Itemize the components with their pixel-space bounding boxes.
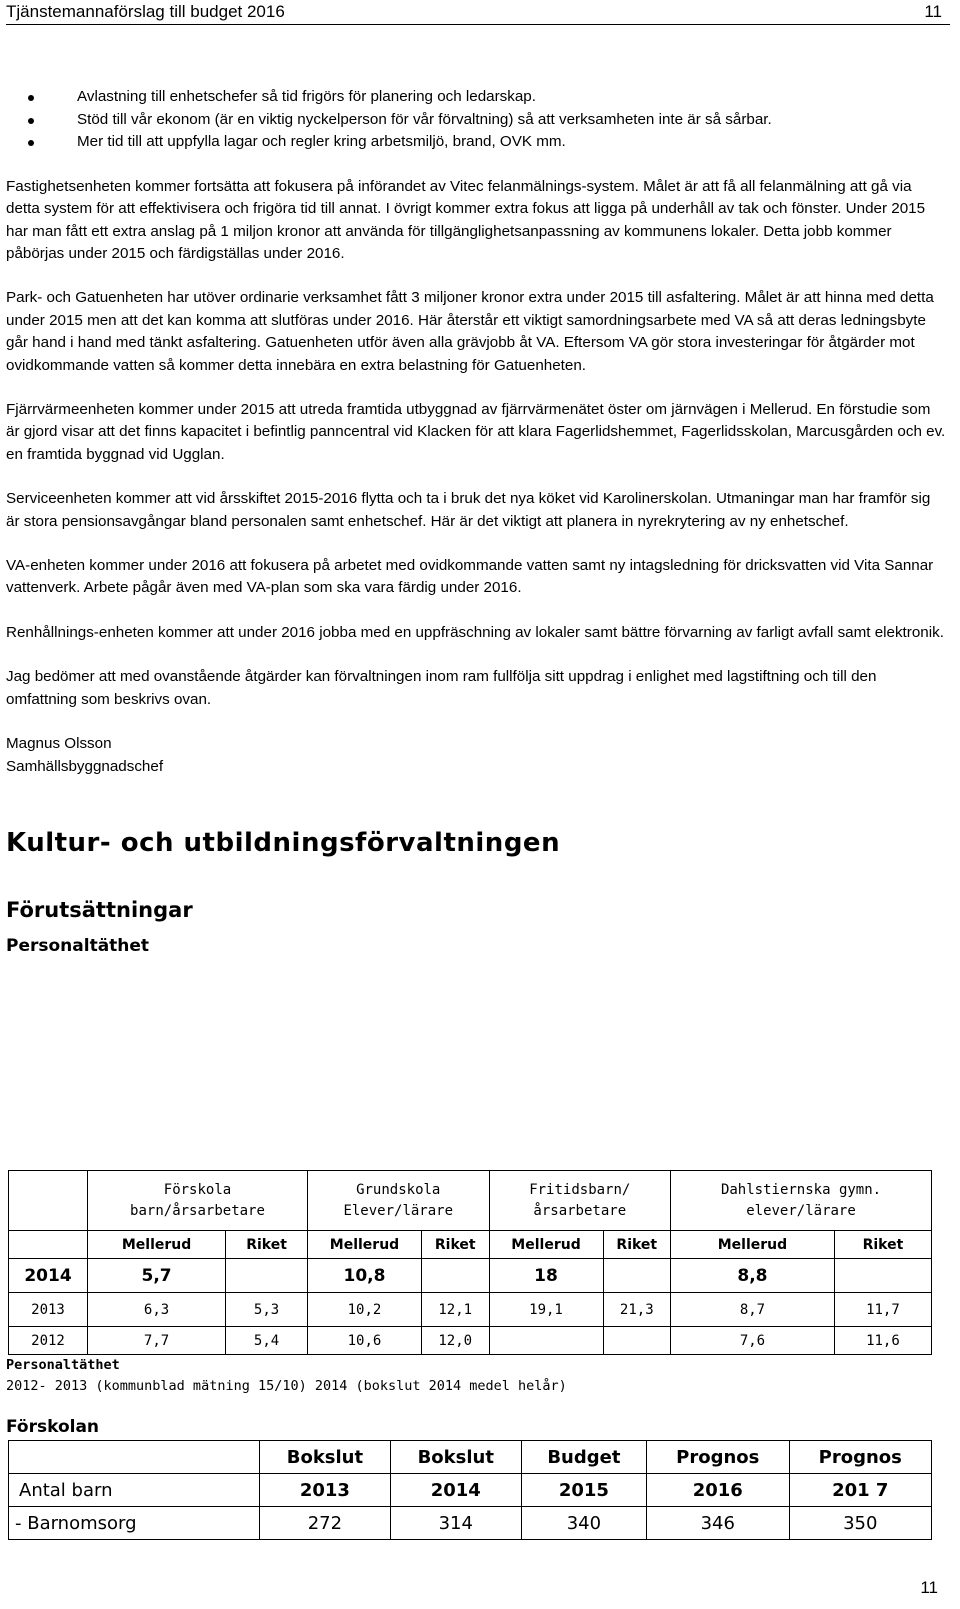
bullet-list <box>6 86 946 154</box>
bullet-icon <box>28 140 34 146</box>
personnel-density-table <box>8 1170 932 1355</box>
table-header-cell: Grundskola Elever/lärare <box>307 1171 489 1231</box>
paragraph-service: Serviceenheten kommer att vid årsskiftet 2015-2016 flytta och ta i bruk det nya köket vid Karolinerskolan. Utmaningar man har framför sig är stora pensionsavgångar bland personalen samt enhetschef. Här är det viktigt att planera in nyrekrytering av ny enhetschef. <box>6 490 931 530</box>
note-text: 2012- 2013 (kommunblad mätning 15/10) 2014 (bokslut 2014 medel helår) <box>6 1378 567 1394</box>
paragraph-park-gata: Park- och Gatuenheten har utöver ordinarie verksamhet fått 3 miljoner kronor extra under 2015 till asfaltering. Målet är att hinna med detta under 2015 men att det kan komma att slutföras under 2016. Här återstår ett viktigt samordningsarbete med VA så att deras ledningsbyte går hand i hand med tänkt asfaltering. Gatuenheten utför även alla grävjobb åt VA. Eftersom VA gör stora investeringar för åtgärder mot ovidkommande vatten så kommer detta innebära en extra belastning för Gatuenheten. <box>6 289 934 374</box>
list-item: Mer tid till att uppfylla lagar och regler kring arbetsmiljö, brand, OVK mm. <box>6 131 946 154</box>
table-subheader: Riket <box>603 1231 671 1259</box>
note-title: Personaltäthet <box>6 1357 120 1373</box>
list-item: Stöd till vår ekonom (är en viktig nyckelperson för vår förvaltning) så att verksamheten inte är så sårbar. <box>6 109 946 132</box>
table-header-cell: Fritidsbarn/ årsarbetare <box>489 1171 671 1231</box>
table-subheader: Riket <box>421 1231 489 1259</box>
list-item: Avlastning till enhetschefer så tid frigörs för planering och ledarskap. <box>6 86 946 109</box>
table-row: 2014 5,7 10,8 18 8,8 <box>9 1259 932 1293</box>
signature-name: Magnus Olsson <box>6 735 112 753</box>
personal-title: Personaltäthet <box>6 936 150 957</box>
bullet-icon <box>28 95 34 101</box>
table-subheader: Mellerud <box>489 1231 603 1259</box>
paragraph-va: VA-enheten kommer under 2016 att fokusera på arbetet med ovidkommande vatten samt ny intagsledning för dricksvatten vid Vita Sannar vattenverk. Arbete pågår även med VA-plan som ska vara färdig under 2016. <box>6 557 934 597</box>
table-subheader: Riket <box>834 1231 931 1259</box>
section-title: Kultur- och utbildningsförvaltningen <box>6 828 561 859</box>
paragraph-conclusion: Jag bedömer att med ovanstående åtgärder kan förvaltningen inom ram fullfölja sitt uppdrag i enlighet med lagstiftning och till den omfattning som beskrivs ovan. <box>6 668 877 708</box>
table-header-cell: Dahlstiernska gymn. elever/lärare <box>671 1171 932 1231</box>
table-subheader: Mellerud <box>88 1231 226 1259</box>
document-body <box>6 86 946 956</box>
paragraph-renhallning: Renhållnings-enheten kommer att under 2016 jobba med en uppfräschning av lokaler samt bättre förvarning av farligt avfall samt elektronik. <box>6 623 944 641</box>
table-row: Antal barn 2013 2014 2015 2016 201 7 <box>9 1474 932 1507</box>
footer-page-number: 11 <box>920 1578 938 1597</box>
signature-role: Samhällsbyggnadschef <box>6 757 164 775</box>
table-row: 2013 6,3 5,3 10,2 12,1 19,1 21,3 8,7 11,7 <box>9 1293 932 1327</box>
signature <box>6 733 946 778</box>
header-page-number: 11 <box>924 2 942 21</box>
header-title: Tjänstemannaförslag till budget 2016 <box>6 2 285 21</box>
table-header-cell: Förskola barn/årsarbetare <box>88 1171 308 1231</box>
table-row: Bokslut Bokslut Budget Prognos Prognos <box>9 1441 932 1474</box>
forskolan-table <box>8 1440 932 1540</box>
forskolan-title: Förskolan <box>6 1417 100 1437</box>
table-row: - Barnomsorg 272 314 340 346 350 <box>9 1507 932 1540</box>
subsection-title: Förutsättningar <box>6 898 193 923</box>
table-subheader: Mellerud <box>307 1231 421 1259</box>
table-subheader: Mellerud <box>671 1231 835 1259</box>
paragraph-fjarrvarme: Fjärrvärmeenheten kommer under 2015 att utreda framtida utbyggnad av fjärrvärmenätet öster om järnvägen i Mellerud. En förstudie som är gjord visar att det finns kapacitet i befintlig panncentral vid Klacken för att klara Fagerlidshemmet, Fagerlidsskolan, Marcusgården och ev. en framtida byggnad vid Ugglan. <box>6 401 946 463</box>
table-subheader: Riket <box>226 1231 308 1259</box>
table-row: 2012 7,7 5,4 10,6 12,0 7,6 11,6 <box>9 1327 932 1355</box>
paragraph-fastighet: Fastighetsenheten kommer fortsätta att fokusera på införandet av Vitec felanmälnings-system. Målet är att få all felanmälning att gå via detta system för att effektivisera och frigöra tid till annat. I övrigt kommer extra fokus att ligga på underhåll av tak och fönster. Under 2015 har man fått ett extra anslag på 1 miljon kronor att använda för tillgänglighetsanpassning av kommunens lokaler. Detta jobb kommer påbörjas under 2015 och färdigställas under 2016. <box>6 177 926 262</box>
bullet-icon <box>28 118 34 124</box>
page-header <box>6 0 950 25</box>
